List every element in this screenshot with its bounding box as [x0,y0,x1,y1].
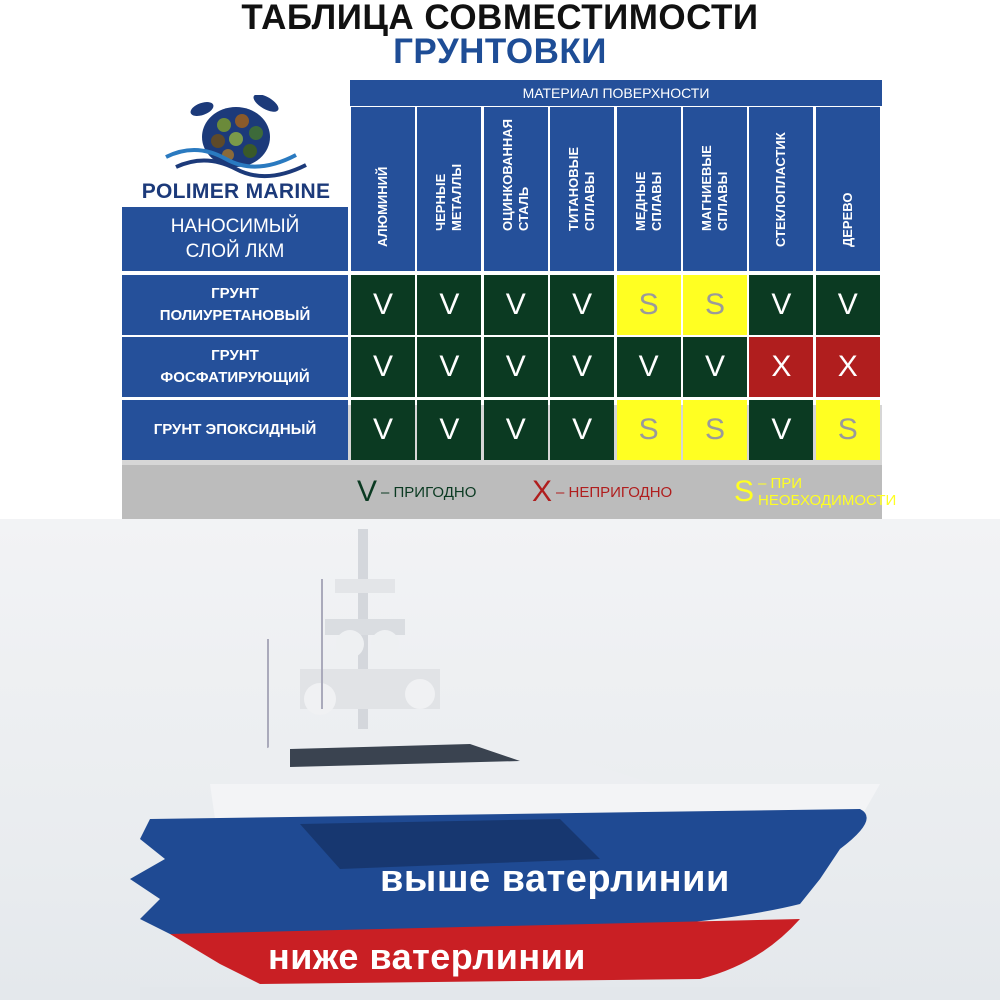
legend-unsuitable [532,465,672,519]
compatibility-cell: S [617,275,681,335]
row-header: ГРУНТ ЭПОКСИДНЫЙ [122,400,348,460]
row-header: ГРУНТ ФОСФАТИРУЮЩИЙ [122,337,348,397]
legend-symbol: V [357,475,378,508]
column-header-label: АЛЮМИНИЙ [375,166,390,247]
compatibility-cell: V [550,400,614,460]
compatibility-cell: V [683,337,747,397]
column-header [749,107,813,271]
column-header [683,107,747,271]
page-title: ТАБЛИЦА СОВМЕСТИМОСТИ [241,0,759,37]
layer-header [122,207,348,271]
compatibility-cell: V [816,275,880,335]
compatibility-cell: V [749,275,813,335]
legend-suitable [357,465,476,519]
compatibility-cell: V [484,400,548,460]
column-header-label: ДЕРЕВО [839,192,855,247]
legend-symbol: S [734,475,755,508]
compatibility-cell: X [816,337,880,397]
yacht-illustration [0,519,1000,1000]
compatibility-cell: S [617,400,681,460]
waterline-below-label: ниже ватерлинии [268,936,586,977]
legend-label: – НЕПРИГОДНО [556,483,673,501]
column-header [417,107,481,271]
compatibility-cell: V [351,400,415,460]
column-header [484,107,548,271]
layer-header-label: НАНОСИМЫЙ СЛОЙ ЛКМ [170,216,300,262]
column-header-label: ЧЕРНЫЕ МЕТАЛЛЫ [433,163,465,231]
compatibility-cell: V [351,337,415,397]
compatibility-cell: S [683,275,747,335]
material-header: МАТЕРИАЛ ПОВЕРХНОСТИ [350,80,882,106]
legend [122,465,897,519]
column-header [617,107,681,271]
column-header-label: МЕДНЫЕ СПЛАВЫ [632,171,664,231]
legend-label: – ПРИ НЕОБХОДИМОСТИ [758,475,897,509]
compatibility-cell: V [550,337,614,397]
compatibility-cell: V [749,400,813,460]
compatibility-cell: V [550,275,614,335]
column-header-label: МАГНИЕВЫЕ СПЛАВЫ [699,145,730,231]
column-header-label: ОЦИНКОВАННАЯ СТАЛЬ [499,118,531,231]
legend-optional [734,465,896,519]
waterline-above-label: выше ватерлинии [380,858,730,900]
compatibility-cell: S [683,400,747,460]
compatibility-cell: X [749,337,813,397]
column-header [816,107,880,271]
row-header: ГРУНТ ПОЛИУРЕТАНОВЫЙ [122,275,348,335]
column-header-label: ТИТАНОВЫЕ СПЛАВЫ [566,146,598,231]
legend-label: – ПРИГОДНО [381,483,477,501]
page-subtitle: ГРУНТОВКИ [393,32,607,71]
legend-symbol: X [532,475,553,508]
compatibility-cell: V [417,275,481,335]
compatibility-cell: V [484,337,548,397]
compatibility-cell: V [617,337,681,397]
column-header-label: СТЕКЛОПЛАСТИК [773,132,789,247]
compatibility-cell: S [816,400,880,460]
compatibility-cell: V [417,400,481,460]
compatibility-cell: V [351,275,415,335]
column-header [550,107,614,271]
logo-text: POLIMER MARINE [141,180,331,203]
column-header [351,107,415,271]
compatibility-cell: V [484,275,548,335]
compatibility-cell: V [417,337,481,397]
